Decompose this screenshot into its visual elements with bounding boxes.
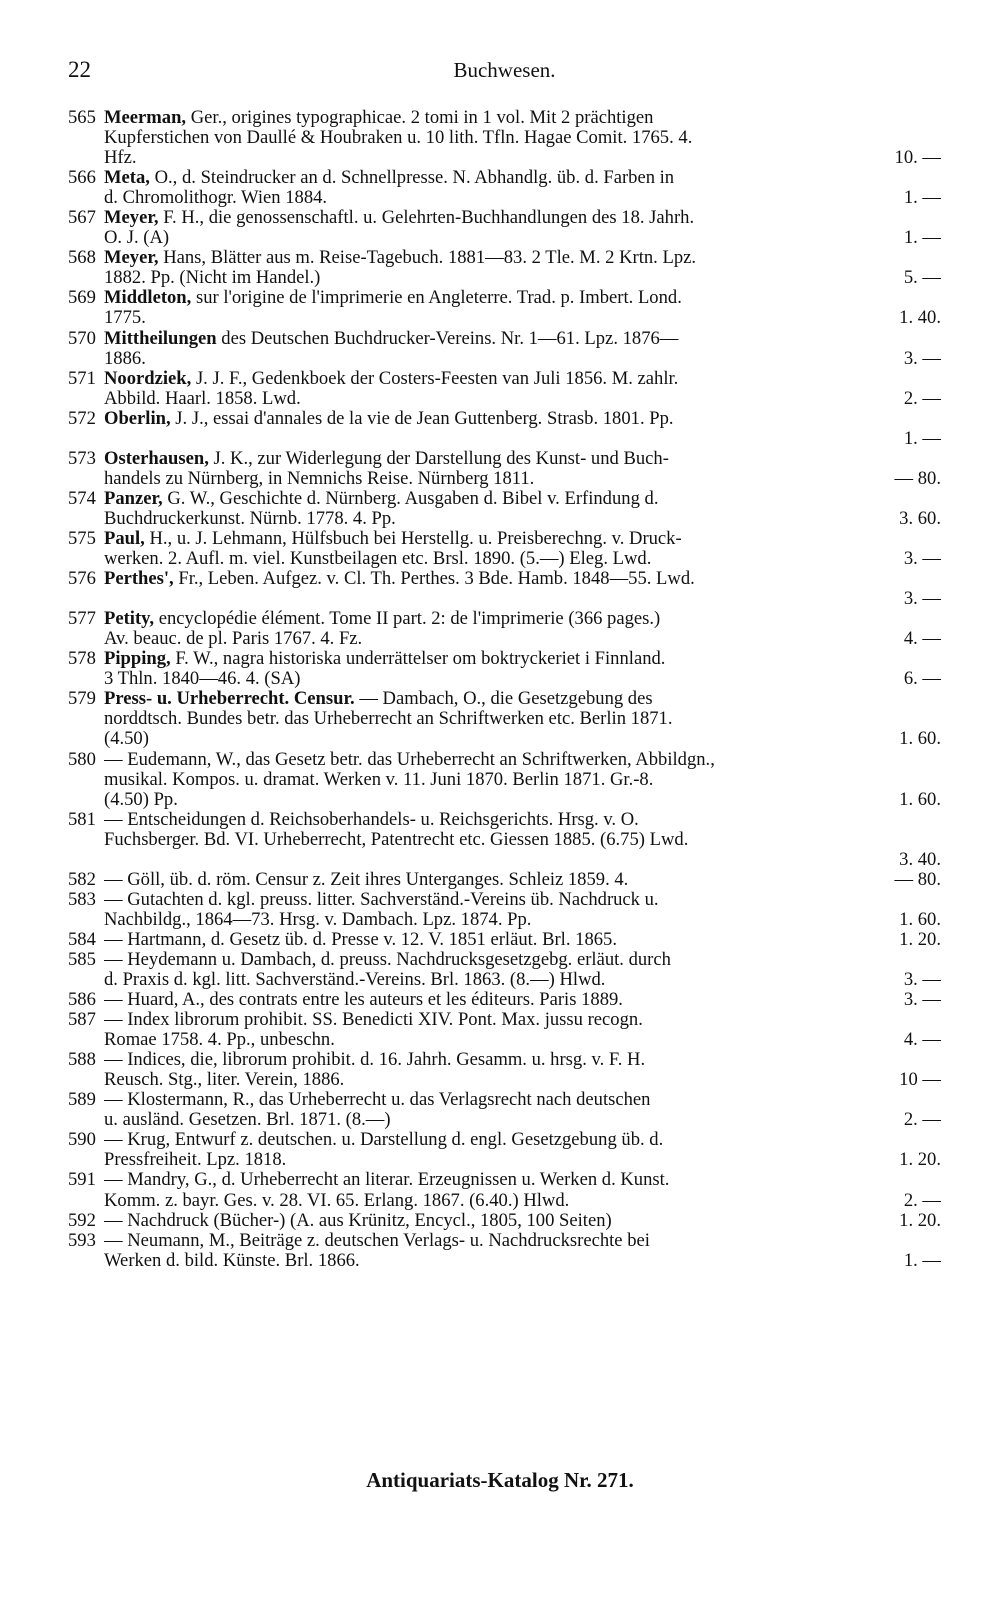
entry-text: 1886. (104, 348, 146, 369)
entry-price: 3. — (903, 990, 941, 1011)
catalog-entry (68, 890, 941, 930)
entry-price: 3. — (903, 970, 941, 991)
entry-text-line (104, 850, 941, 870)
catalog-entry (68, 1130, 941, 1170)
entry-number: 590 (68, 1129, 96, 1151)
entry-author: Meerman, (104, 108, 187, 128)
entry-number: 571 (68, 367, 96, 389)
entry-author: Pipping, (104, 649, 171, 670)
entry-text-line (104, 1150, 941, 1170)
entry-text: — Mandry, G., d. Urheberrecht an literar. Erzeugnissen u. Werken d. Kunst. (104, 1170, 670, 1191)
entry-author: Panzer, (104, 488, 163, 509)
catalog-entry (68, 108, 941, 168)
entry-text: norddtsch. Bundes betr. das Urheberrecht an Schriftwerken etc. Berlin 1871. (104, 709, 673, 730)
entry-number: 568 (68, 247, 96, 269)
entry-text: — Huard, A., des contrats entre les auteurs et les éditeurs. Paris 1889. (104, 990, 623, 1011)
entry-text: (4.50) (104, 729, 149, 750)
entry-text-line (104, 1110, 941, 1130)
entry-author: Meta, (104, 168, 150, 189)
entry-text-line (104, 1050, 941, 1070)
entry-text-line (104, 228, 941, 248)
entry-number: 575 (68, 527, 96, 549)
entry-text: J. J., essai d'annales de la vie de Jean Guttenberg. Strasb. 1801. Pp. (175, 408, 674, 429)
entry-number: 569 (68, 287, 96, 309)
entry-author: Petity, (104, 609, 155, 630)
entry-text-line (104, 729, 941, 749)
entry-text-line (104, 709, 941, 729)
entry-text-line (104, 1130, 941, 1150)
entry-number: 567 (68, 207, 96, 229)
entry-text: u. ausländ. Gesetzen. Brl. 1871. (8.—) (104, 1110, 391, 1131)
entry-number: 589 (68, 1089, 96, 1111)
entry-text: des Deutschen Buchdrucker-Vereins. Nr. 1—61. Lpz. 1876— (221, 328, 679, 349)
entry-text-line (104, 1231, 941, 1251)
entry-price: 10. — (894, 148, 941, 169)
entry-number: 593 (68, 1229, 96, 1251)
entry-text-line (104, 669, 941, 689)
entry-price: 1. 60. (899, 909, 941, 930)
entry-text: Av. beauc. de pl. Paris 1767. 4. Fz. (104, 629, 363, 650)
entry-price: 1. — (903, 1250, 941, 1271)
entry-text: — Entscheidungen d. Reichsoberhandels- u. Reichsgerichts. Hrsg. v. O. (104, 809, 639, 830)
entry-text-line (104, 1211, 941, 1231)
entry-number: 585 (68, 948, 96, 970)
entry-price: 1. 40. (899, 308, 941, 329)
entry-price: 4. — (903, 629, 941, 650)
entry-text-line (104, 148, 941, 168)
catalog-entry (68, 409, 941, 449)
catalog-entry (68, 950, 941, 990)
catalog-entry (68, 489, 941, 529)
entry-text: — Gutachten d. kgl. preuss. litter. Sachverständ.-Vereins üb. Nachdruck u. (104, 889, 659, 910)
entry-author: Meyer, (104, 248, 159, 269)
entry-author: Osterhausen, (104, 448, 209, 469)
entry-text-line (104, 609, 941, 629)
entry-text-line (104, 770, 941, 790)
catalog-entry (68, 750, 941, 810)
entry-text: Hfz. (104, 148, 137, 169)
entry-text: J. J. F., Gedenkboek der Costers-Feesten van Juli 1856. M. zahlr. (195, 368, 679, 389)
entry-text: Fr., Leben. Aufgez. v. Cl. Th. Perthes. 3 Bde. Hamb. 1848—55. Lwd. (178, 569, 695, 590)
catalog-entry (68, 288, 941, 328)
entry-text: O. J. (A) (104, 228, 170, 249)
entry-price: 1. 20. (899, 1150, 941, 1171)
entry-text-line (104, 208, 941, 228)
entry-text: Werken d. bild. Künste. Brl. 1866. (104, 1250, 360, 1271)
catalog-entry (68, 529, 941, 569)
entry-text: — Nachdruck (Bücher-) (A. aus Krünitz, Encycl., 1805, 100 Seiten) (104, 1210, 612, 1231)
entry-text-line (104, 509, 941, 529)
entry-text: Pressfreiheit. Lpz. 1818. (104, 1150, 287, 1171)
running-title: Buchwesen. (453, 58, 556, 82)
entry-number: 582 (68, 868, 96, 890)
catalog-entry (68, 689, 941, 749)
entry-author: Perthes', (104, 569, 174, 590)
entry-text-line (104, 188, 941, 208)
entry-number: 566 (68, 167, 96, 189)
entry-number: 586 (68, 989, 96, 1011)
entry-text: Fuchsberger. Bd. VI. Urheberrecht, Patentrecht etc. Giessen 1885. (6.75) Lwd. (104, 829, 689, 850)
entry-number: 572 (68, 407, 96, 429)
entry-text-line (104, 1070, 941, 1090)
entry-text-line (104, 168, 941, 188)
entry-price: 1. — (903, 228, 941, 249)
page-header (68, 50, 941, 90)
entry-text-line (104, 268, 941, 288)
entry-text-line (104, 489, 941, 509)
entry-number: 574 (68, 487, 96, 509)
entry-text: Kupferstichen von Daullé & Houbraken u. 10 lith. Tfln. Hagae Comit. 1765. 4. (104, 128, 693, 149)
entry-text-line (104, 369, 941, 389)
entry-text: 3 Thln. 1840—46. 4. (SA) (104, 669, 301, 690)
entry-author: Oberlin, (104, 408, 171, 429)
entry-price: 6. — (903, 669, 941, 690)
entry-text-line (104, 629, 941, 649)
entry-price: 3. 60. (899, 508, 941, 529)
entry-number: 577 (68, 608, 96, 630)
entry-price: 1. — (903, 188, 941, 209)
entry-text: Romae 1758. 4. Pp., unbeschn. (104, 1030, 335, 1051)
entry-text-line (104, 248, 941, 268)
entry-author: Noordziek, (104, 368, 192, 389)
entry-number: 581 (68, 808, 96, 830)
entry-text: Abbild. Haarl. 1858. Lwd. (104, 388, 301, 409)
entry-text-line (104, 1090, 941, 1110)
entry-text: encyclopédie élément. Tome II part. 2: de l'imprimerie (366 pages.) (158, 609, 661, 630)
catalog-entry (68, 930, 941, 950)
entry-text-line (104, 910, 941, 930)
entry-text-line (104, 529, 941, 549)
entry-text-line (104, 288, 941, 308)
entry-text-line (104, 970, 941, 990)
entry-number: 588 (68, 1049, 96, 1071)
entry-number: 587 (68, 1009, 96, 1031)
entry-number: 565 (68, 107, 96, 128)
entry-text-line (104, 990, 941, 1010)
entry-text: d. Chromolithogr. Wien 1884. (104, 188, 328, 209)
entry-text: musikal. Kompos. u. dramat. Werken v. 11. Juni 1870. Berlin 1871. Gr.-8. (104, 769, 654, 790)
entry-text-line (104, 429, 941, 449)
entry-text: J. K., zur Widerlegung der Darstellung des Kunst- und Buch- (213, 448, 669, 469)
entry-number: 584 (68, 928, 96, 950)
entry-text: Reusch. Stg., liter. Verein, 1886. (104, 1070, 345, 1091)
entry-text-line (104, 329, 941, 349)
entry-text: sur l'origine de l'imprimerie en Angleterre. Trad. p. Imbert. Lond. (195, 288, 682, 309)
entry-text-line (104, 409, 941, 429)
entry-text: 1882. Pp. (Nicht im Handel.) (104, 268, 321, 289)
catalog-entry (68, 168, 941, 208)
entry-text-line (104, 108, 941, 128)
entry-text: F. W., nagra historiska underrättelser om boktryckeriet i Finnland. (175, 649, 666, 670)
catalog-entry (68, 870, 941, 890)
entry-author: Middleton, (104, 288, 192, 309)
entry-price: 4. — (903, 1030, 941, 1051)
entry-text: — Göll, üb. d. röm. Censur z. Zeit ihres Unterganges. Schleiz 1859. 4. (104, 869, 629, 890)
entry-text: G. W., Geschichte d. Nürnberg. Ausgaben d. Bibel v. Erfindung d. (167, 488, 659, 509)
entry-text-line (104, 349, 941, 369)
entry-text: 1775. (104, 308, 146, 329)
entry-text: Nachbildg., 1864—73. Hrsg. v. Dambach. Lpz. 1874. Pp. (104, 909, 532, 930)
entry-text: — Eudemann, W., das Gesetz betr. das Urheberrecht an Schriftwerken, Abbildgn., (104, 749, 715, 770)
entry-price: 10 — (899, 1070, 941, 1091)
entry-price: 5. — (903, 268, 941, 289)
entry-text: — Klostermann, R., das Urheberrecht u. das Verlagsrecht nach deutschen (104, 1090, 651, 1111)
catalog-entry (68, 1170, 941, 1210)
entry-text-line (104, 549, 941, 569)
entry-text: — Hartmann, d. Gesetz üb. d. Presse v. 12. V. 1851 erläut. Brl. 1865. (104, 929, 617, 950)
entry-price: 1. — (903, 428, 941, 449)
entry-text-line (104, 930, 941, 950)
page-number: 22 (68, 57, 91, 82)
catalog-entry (68, 208, 941, 248)
catalog-entry (68, 1010, 941, 1050)
catalog-entry (68, 449, 941, 489)
catalog-entry (68, 1211, 941, 1231)
entry-text: Hans, Blätter aus m. Reise-Tagebuch. 1881—83. 2 Tle. M. 2 Krtn. Lpz. (163, 248, 697, 269)
entry-text-line (104, 569, 941, 589)
catalog-entry (68, 1231, 941, 1271)
entry-text-line (104, 790, 941, 810)
entry-author: Meyer, (104, 208, 159, 229)
entry-text: — Indices, die, librorum prohibit. d. 16. Jahrh. Gesamm. u. hrsg. v. F. H. (104, 1050, 646, 1071)
catalog-entry (68, 649, 941, 689)
entry-author: Press- u. Urheberrecht. Censur. (104, 689, 355, 710)
entry-text-line (104, 870, 941, 890)
entry-text: (4.50) Pp. (104, 789, 178, 810)
entry-text: — Index librorum prohibit. SS. Benedicti XIV. Pont. Max. jussu recogn. (104, 1010, 643, 1031)
entry-text: Komm. z. bayr. Ges. v. 28. VI. 65. Erlang. 1867. (6.40.) Hlwd. (104, 1190, 570, 1211)
catalog-entry (68, 329, 941, 369)
entry-author: Mittheilungen (104, 328, 217, 349)
entry-text-line (104, 1191, 941, 1211)
entry-text: — Krug, Entwurf z. deutschen. u. Darstellung d. engl. Gesetzgebung üb. d. (104, 1130, 664, 1151)
entry-text: — Neumann, M., Beiträge z. deutschen Verlags- u. Nachdrucksrechte bei (104, 1230, 650, 1251)
entry-text: werken. 2. Aufl. m. viel. Kunstbeilagen etc. Brsl. 1890. (5.—) Eleg. Lwd. (104, 549, 652, 570)
entry-text: F. H., die genossenschaftl. u. Gelehrten-Buchhandlungen des 18. Jahrh. (163, 208, 695, 229)
entry-text-line (104, 128, 941, 148)
entry-text-line (104, 689, 941, 709)
entry-price: 3. — (903, 589, 941, 610)
entry-text-line (104, 890, 941, 910)
entry-text: d. Praxis d. kgl. litt. Sachverständ.-Vereins. Brl. 1863. (8.—) Hlwd. (104, 970, 606, 991)
entry-text: — Dambach, O., die Gesetzgebung des (359, 689, 653, 710)
entry-text-line (104, 1170, 941, 1190)
entry-price: 2. — (903, 1190, 941, 1211)
entry-number: 573 (68, 447, 96, 469)
entry-text-line (104, 449, 941, 469)
entry-price: 1. 60. (899, 789, 941, 810)
entry-text-line (104, 1251, 941, 1271)
catalog-entry (68, 569, 941, 609)
entry-number: 583 (68, 888, 96, 910)
catalog-entry (68, 990, 941, 1010)
entry-text: O., d. Steindrucker an d. Schnellpresse. N. Abhandlg. üb. d. Farben in (154, 168, 675, 189)
entry-price: — 80. (894, 468, 941, 489)
entry-text-line (104, 750, 941, 770)
catalog-footer: Antiquariats-Katalog Nr. 271. (366, 1468, 634, 1492)
entry-text-line (104, 649, 941, 669)
entry-number: 576 (68, 568, 96, 590)
entry-text-line (104, 1010, 941, 1030)
entry-number: 592 (68, 1209, 96, 1231)
entry-price: — 80. (894, 869, 941, 890)
entry-price: 3. — (903, 549, 941, 570)
entry-author: Paul, (104, 528, 145, 549)
entry-text: — Heydemann u. Dambach, d. preuss. Nachdrucksgesetzgebg. erläut. durch (104, 949, 671, 970)
entry-number: 580 (68, 748, 96, 770)
entry-price: 2. — (903, 1110, 941, 1131)
entry-number: 578 (68, 648, 96, 670)
entry-price: 1. 20. (899, 1210, 941, 1231)
catalog-entry (68, 810, 941, 870)
entry-text: Buchdruckerkunst. Nürnb. 1778. 4. Pp. (104, 508, 396, 529)
catalog-entries (68, 108, 941, 1271)
entry-text-line (104, 950, 941, 970)
entry-text-line (104, 1030, 941, 1050)
entry-text: H., u. J. Lehmann, Hülfsbuch bei Herstellg. u. Preisberechng. v. Druck- (149, 528, 682, 549)
catalog-entry (68, 609, 941, 649)
entry-text-line (104, 308, 941, 328)
entry-price: 1. 20. (899, 929, 941, 950)
entry-text: handels zu Nürnberg, in Nemnichs Reise. Nürnberg 1811. (104, 468, 535, 489)
catalog-entry (68, 369, 941, 409)
entry-price: 3. 40. (899, 849, 941, 870)
entry-text-line (104, 810, 941, 830)
entry-text-line (104, 469, 941, 489)
entry-price: 1. 60. (899, 729, 941, 750)
entry-text-line (104, 589, 941, 609)
catalog-entry (68, 1050, 941, 1090)
catalog-entry (68, 1090, 941, 1130)
entry-price: 2. — (903, 388, 941, 409)
entry-price: 3. — (903, 348, 941, 369)
entry-number: 570 (68, 327, 96, 349)
entry-text-line (104, 830, 941, 850)
catalog-entry (68, 248, 941, 288)
entry-number: 591 (68, 1169, 96, 1191)
entry-text-line (104, 389, 941, 409)
entry-text: Ger., origines typographicae. 2 tomi in 1 vol. Mit 2 prächtigen (190, 108, 654, 128)
entry-number: 579 (68, 688, 96, 710)
